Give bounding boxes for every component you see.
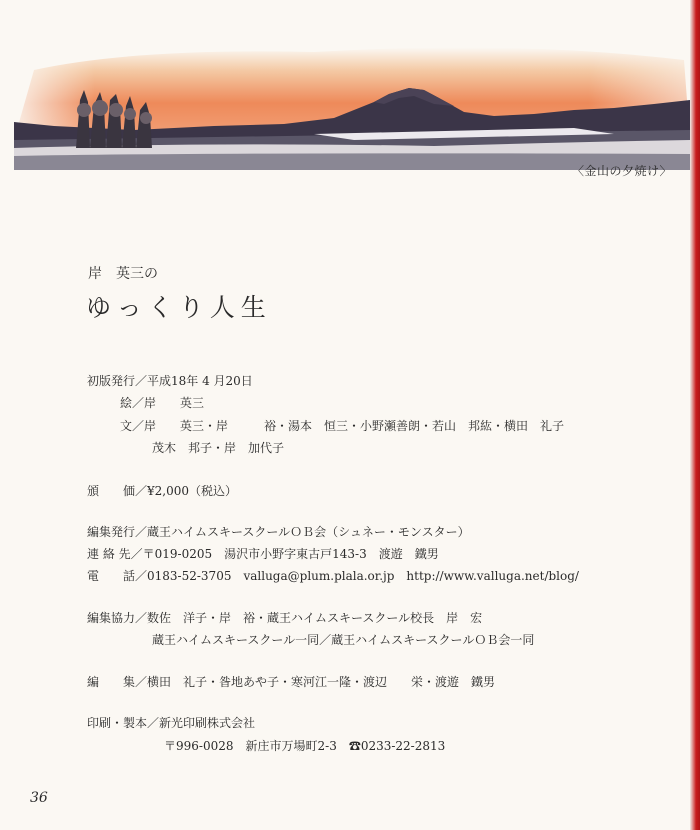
page-number: 36	[30, 790, 48, 806]
colophon-phone: 電 話／0183-52-3705 valluga@plum.plala.or.jp http://www.valluga.net/blog/	[87, 569, 579, 583]
book-title: ゆっくり人生	[86, 293, 272, 322]
colophon-contact: 連 絡 先／〒019-0205 湯沢市小野字東古戸143-3 渡遊 鐵男	[87, 547, 439, 561]
colophon-cooperation: 編集協力／数佐 洋子・岸 裕・蔵王ハイムスキースクール校長 岸 宏	[87, 611, 483, 625]
colophon-first-edition: 初版発行／平成18年 4 月20日	[87, 374, 253, 388]
colophon-editors: 編 集／横田 礼子・昝地あや子・寒河江一隆・渡辺 栄・渡遊 鐵男	[87, 675, 496, 689]
page-edge	[690, 0, 700, 830]
colophon-printing-address: 〒996-0028 新庄市万場町2-3 ☎0233-22-2813	[164, 739, 446, 753]
author-line: 岸 英三の	[88, 266, 158, 282]
colophon-text-authors-cont: 茂木 邦子・岸 加代子	[152, 441, 285, 455]
colophon-illustration: 絵／岸 英三	[120, 396, 205, 410]
sunset-mountain-painting	[14, 30, 690, 170]
colophon-publisher: 編集発行／蔵王ハイムスキースクールＯＢ会（シュネー・モンスター）	[87, 525, 470, 539]
colophon-text-authors: 文／岸 英三・岸 裕・湯本 恒三・小野瀬善朗・若山 邦紘・横田 礼子	[120, 419, 565, 433]
colophon-printing: 印刷・製本／新光印刷株式会社	[87, 716, 256, 730]
colophon-cooperation-cont: 蔵王ハイムスキースクール一同／蔵王ハイムスキースクールＯＢ会一同	[152, 633, 535, 647]
colophon-price: 頒 価／¥2,000（税込）	[87, 484, 237, 498]
painting-caption: 〈金山の夕焼け〉	[571, 164, 672, 178]
